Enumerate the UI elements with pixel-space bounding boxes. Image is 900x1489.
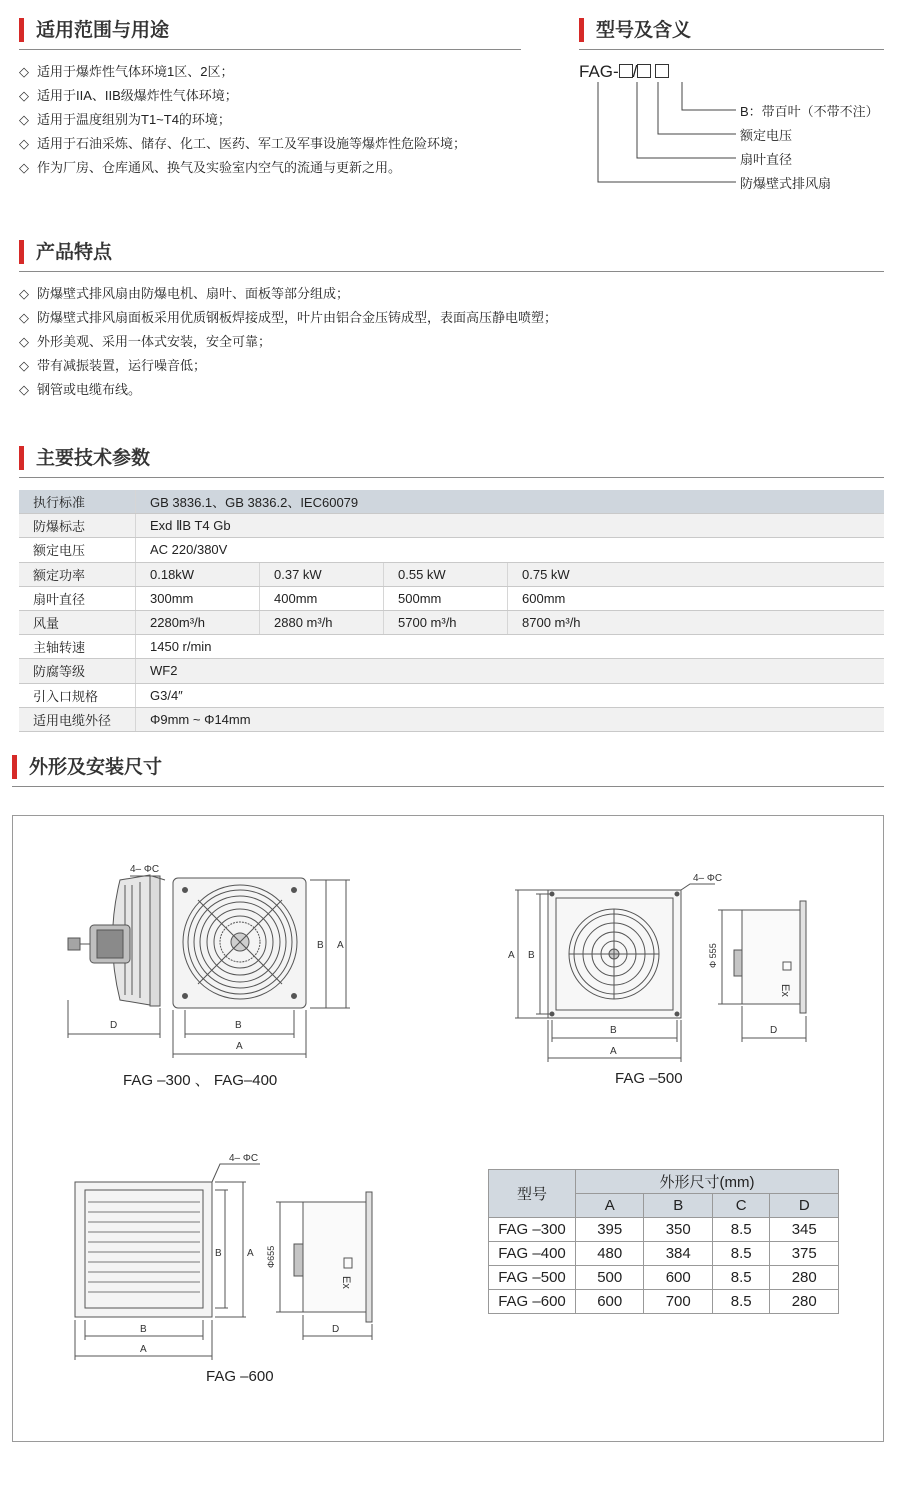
dimension-table [488,1169,839,1314]
header-model: 型号 [489,1170,576,1218]
diamond-icon: ◇ [19,160,29,175]
section-title-text: 型号及含义 [596,20,692,41]
caption-fag-600: FAG –600 [206,1368,274,1385]
table-row: 引入口规格 G3/4″ [19,683,884,707]
list-item: ◇ 适用于石油采炼、储存、化工、医药、军工及军事设施等爆炸性危险环境； [19,132,466,156]
diamond-icon: ◇ [19,334,29,349]
diamond-icon: ◇ [19,358,29,373]
table-row: 适用电缆外径 Φ9mm ~ Φ14mm [19,707,884,731]
list-item: ◇ 适用于爆炸性气体环境1区、2区； [19,60,466,84]
table-row: 扇叶直径 300mm 400mm 500mm 600mm [19,586,884,610]
table-row: FAG –500 500 600 8.5 280 [489,1266,839,1290]
table-row: 防腐等级 WF2 [19,659,884,683]
ex-mark: Ex [340,1276,352,1289]
table-row: FAG –400 480 384 8.5 375 [489,1242,839,1266]
diamond-icon: ◇ [19,64,29,79]
section-title-text: 产品特点 [36,242,113,263]
diamond-icon: ◇ [19,310,29,325]
table-row: 主轴转速 1450 r/min [19,635,884,659]
table-header-row: A B C D [489,1194,839,1218]
holes-label: 4– ΦC [130,864,160,875]
model-legend-b: B：带百叶（不带不注） [740,104,879,119]
dim-label-a: A [236,1041,243,1052]
table-row: FAG –600 600 700 8.5 280 [489,1290,839,1314]
dim-label-a: A [140,1344,147,1355]
header-size: 外形尺寸(mm) [576,1170,839,1194]
dim-label-a: A [247,1248,254,1259]
dim-label-phi655: Φ655 [266,1245,276,1268]
diamond-icon: ◇ [19,382,29,397]
table-row: 额定电压 AC 220/380V [19,538,884,562]
holes-label: 4– ΦC [693,873,723,884]
dim-label-a: A [610,1046,617,1057]
list-item: ◇ 外形美观、采用一体式安装，安全可靠； [19,330,557,354]
table-row: 风量 2280m³/h 2880 m³/h 5700 m³/h 8700 m³/h [19,610,884,634]
table-row: 执行标准 GB 3836.1、GB 3836.2、IEC60079 [19,490,884,514]
dim-label-b: B [610,1025,617,1036]
list-item: ◇ 适用于IIA、IIB级爆炸性气体环境； [19,84,466,108]
dim-label-b: B [235,1020,242,1031]
model-legend-diameter: 扇叶直径 [740,152,793,167]
table-row: FAG –300 395 350 8.5 345 [489,1218,839,1242]
dim-label-b: B [317,940,324,951]
list-item: ◇ 适用于温度组别为T1~T4的环境； [19,108,466,132]
list-item: ◇ 防爆壁式排风扇由防爆电机、扇叶、面板等部分组成； [19,282,557,306]
section-title-text: 适用范围与用途 [36,20,170,41]
ex-mark: Ex [779,984,791,997]
section-title-text: 主要技术参数 [36,448,151,469]
model-code: FAG- / [579,62,669,82]
dim-label-d: D [110,1020,118,1031]
section-title-text: 外形及安装尺寸 [29,757,163,778]
list-item: ◇ 钢管或电缆布线。 [19,378,557,402]
dim-label-d: D [770,1025,778,1036]
model-legend-voltage: 额定电压 [740,128,793,143]
diamond-icon: ◇ [19,136,29,151]
diamond-icon: ◇ [19,112,29,127]
dim-label-d: D [332,1324,340,1335]
table-row: 额定功率 0.18kW 0.37 kW 0.55 kW 0.75 kW [19,562,884,586]
table-row: 防爆标志 Exd ⅡB T4 Gb [19,514,884,538]
dim-label-phi555: Φ 555 [708,943,718,968]
dim-label-b: B [528,950,535,961]
caption-fag-300-400: FAG –300 、 FAG–400 [123,1072,278,1089]
diamond-icon: ◇ [19,88,29,103]
list-item: ◇ 防爆壁式排风扇面板采用优质钢板焊接成型，叶片由铝合金压铸成型，表面高压静电喷塑； [19,306,557,330]
diamond-icon: ◇ [19,286,29,301]
model-legend-type: 防爆壁式排风扇 [740,176,832,191]
list-item: ◇ 作为厂房、仓库通风、换气及实验室内空气的流通与更新之用。 [19,156,466,180]
list-item: ◇ 带有减振装置，运行噪音低； [19,354,557,378]
caption-fag-500: FAG –500 [615,1070,683,1087]
dim-label-b: B [215,1248,222,1259]
table-header-row [489,1170,839,1194]
dim-label-b: B [140,1324,147,1335]
dim-label-a: A [508,950,515,961]
dim-label-a: A [337,940,344,951]
holes-label: 4– ΦC [229,1153,259,1164]
